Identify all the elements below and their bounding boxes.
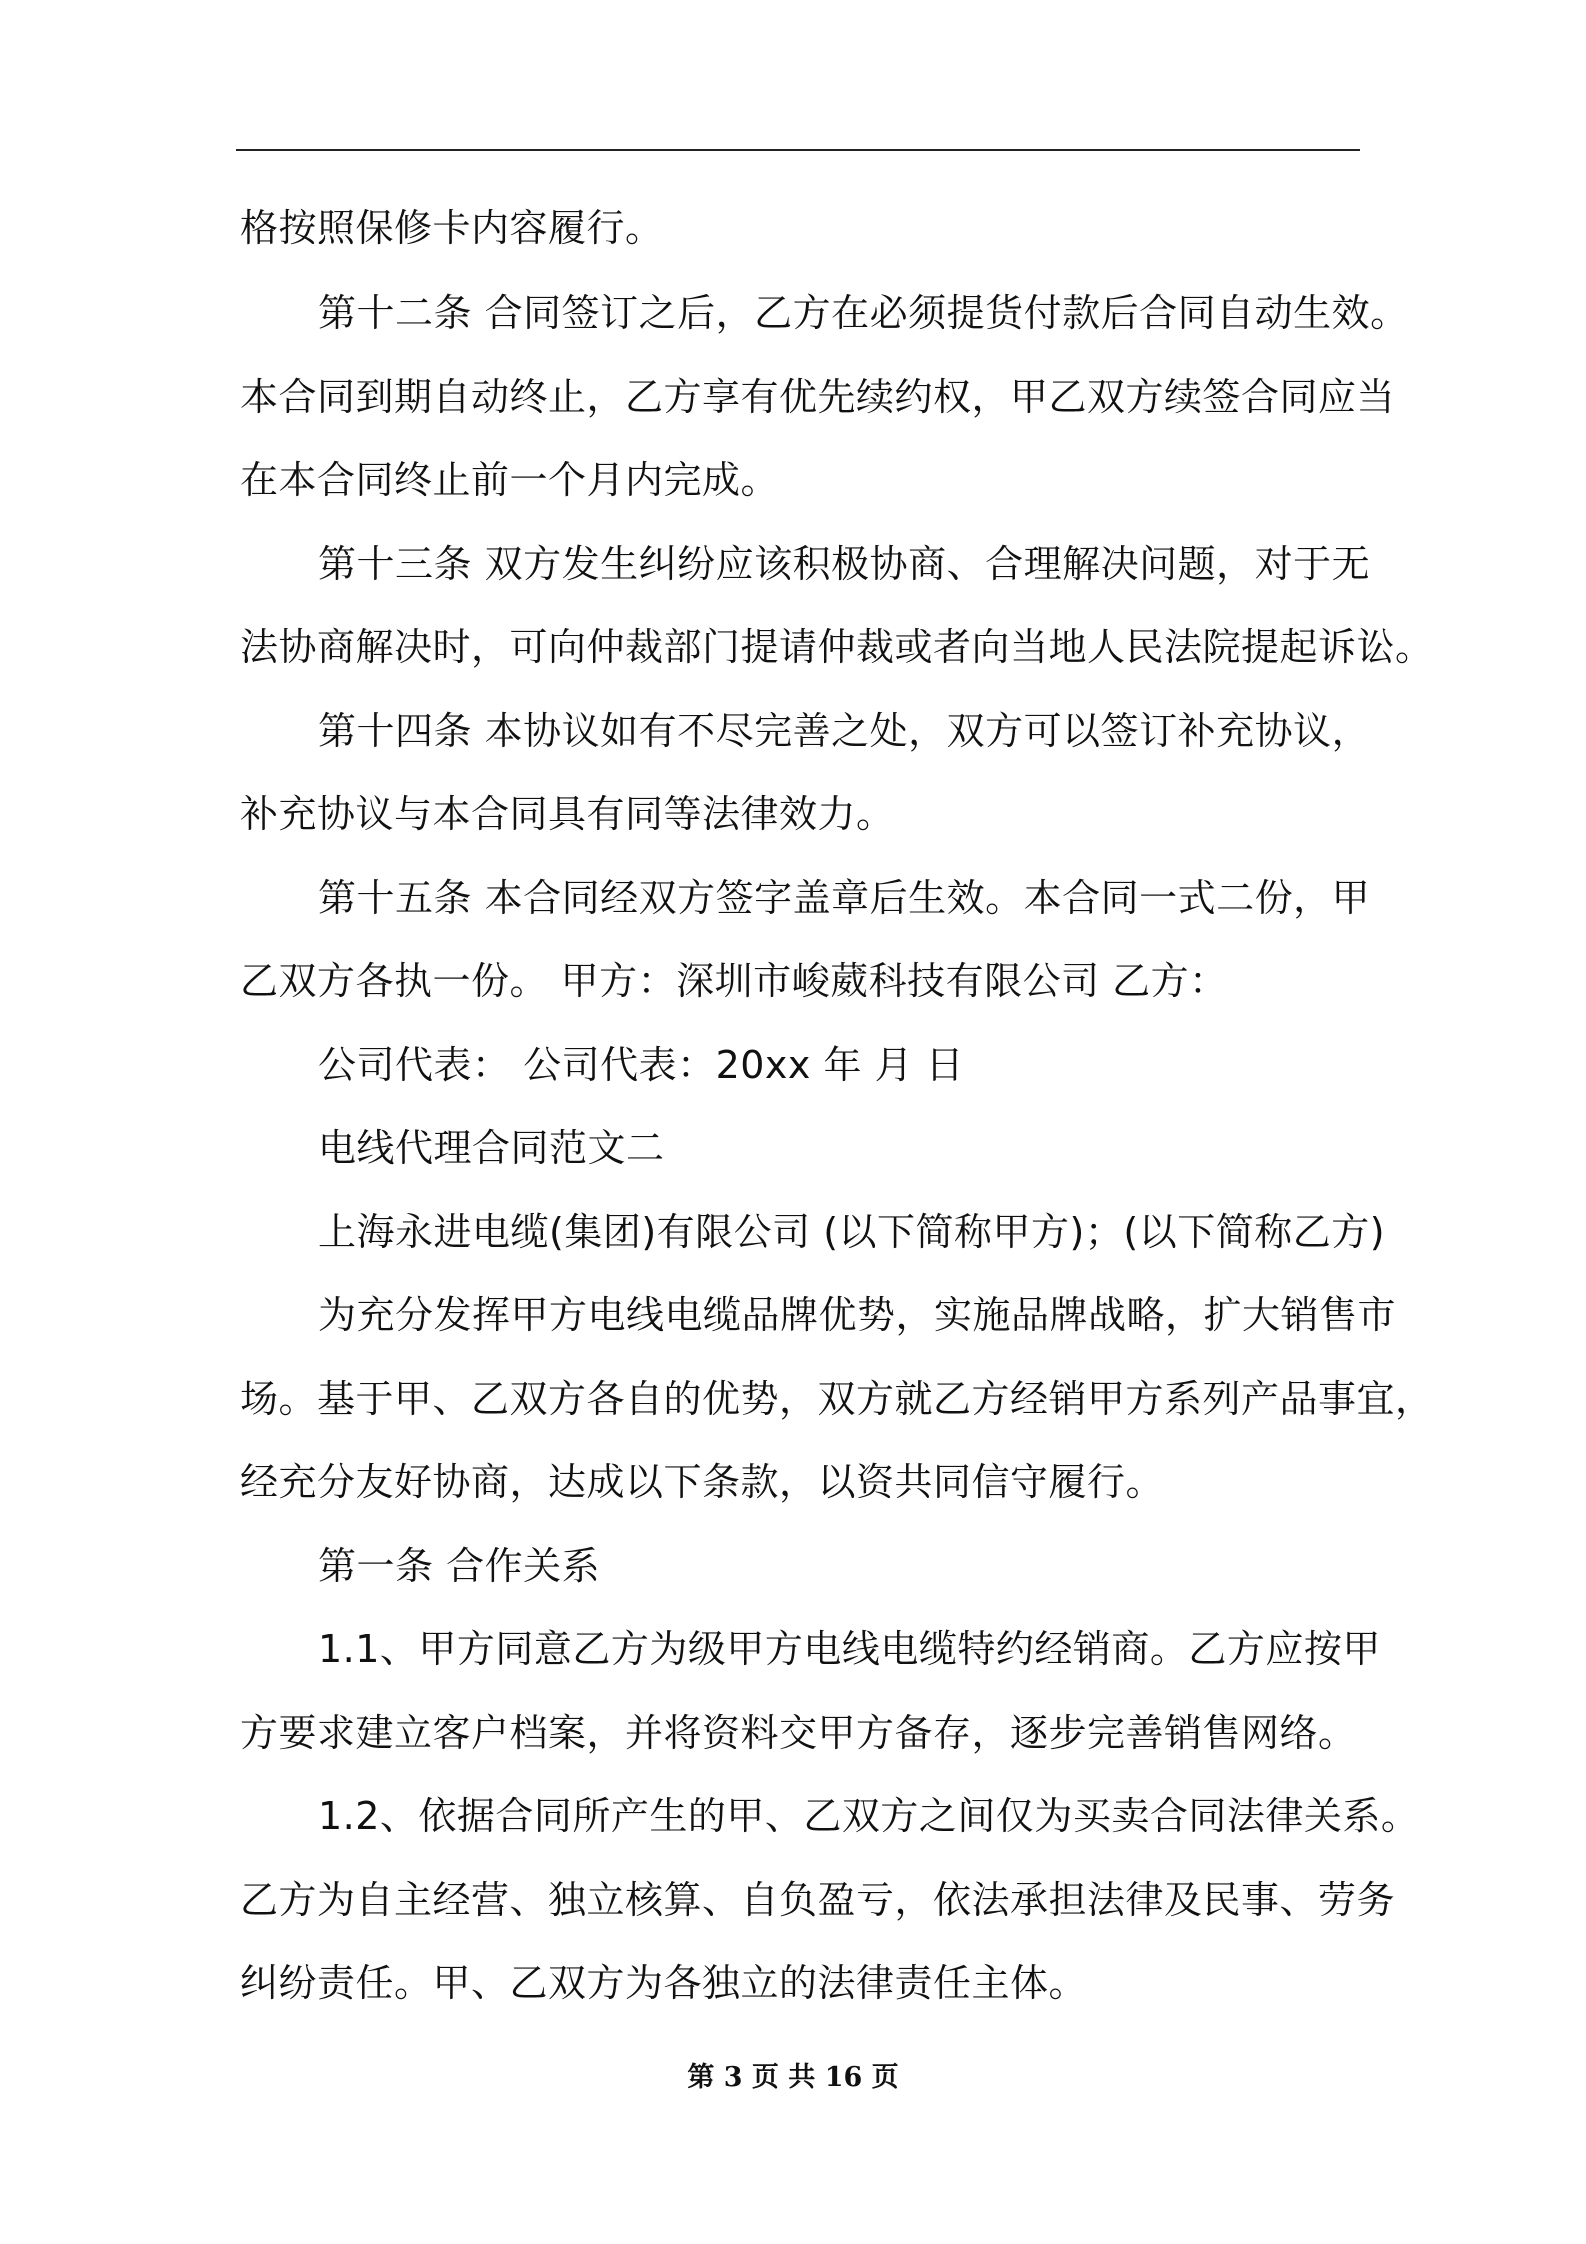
body-line: 上海永进电缆(集团)有限公司 (以下简称甲方)；(以下简称乙方) bbox=[318, 1210, 1386, 1254]
header-rule bbox=[236, 149, 1360, 151]
body-line: 场。基于甲、乙双方各自的优势，双方就乙方经销甲方系列产品事宜， bbox=[240, 1377, 1434, 1421]
body-line: 本合同到期自动终止，乙方享有优先续约权，甲乙双方续签合同应当 bbox=[240, 375, 1396, 419]
body-line: 法协商解决时，可向仲裁部门提请仲裁或者向当地人民法院提起诉讼。 bbox=[240, 625, 1434, 669]
body-line: 乙方为自主经营、独立核算、自负盈亏，依法承担法律及民事、劳务 bbox=[240, 1878, 1396, 1922]
body-line: 第十二条 合同签订之后，乙方在必须提货付款后合同自动生效。 bbox=[318, 291, 1409, 335]
page-number-footer: 第 3 页 共 16 页 bbox=[687, 2062, 899, 2093]
body-line: 补充协议与本合同具有同等法律效力。 bbox=[240, 792, 895, 836]
body-line: 乙双方各执一份。 甲方：深圳市峻葳科技有限公司 乙方： bbox=[240, 959, 1228, 1003]
section-heading: 电线代理合同范文二 bbox=[318, 1126, 665, 1170]
body-line: 公司代表： 公司代表：20xx 年 月 日 bbox=[318, 1043, 965, 1087]
body-line: 方要求建立客户档案，并将资料交甲方备存，逐步完善销售网络。 bbox=[240, 1711, 1357, 1755]
body-line: 经充分友好协商，达成以下条款，以资共同信守履行。 bbox=[240, 1460, 1165, 1504]
body-line: 1.2、依据合同所产生的甲、乙双方之间仅为买卖合同法律关系。 bbox=[318, 1794, 1420, 1838]
body-line: 第十三条 双方发生纠纷应该积极协商、合理解决问题，对于无 bbox=[318, 542, 1371, 586]
article-heading: 第一条 合作关系 bbox=[318, 1544, 601, 1588]
body-line: 第十五条 本合同经双方签字盖章后生效。本合同一式二份，甲 bbox=[318, 876, 1371, 920]
body-line: 1.1、甲方同意乙方为级甲方电线电缆特约经销商。乙方应按甲 bbox=[318, 1627, 1381, 1671]
body-line: 第十四条 本协议如有不尽完善之处，双方可以签订补充协议， bbox=[318, 709, 1371, 753]
body-line: 纠纷责任。甲、乙双方为各独立的法律责任主体。 bbox=[240, 1961, 1088, 2005]
body-line: 为充分发挥甲方电线电缆品牌优势，实施品牌战略，扩大销售市 bbox=[318, 1293, 1397, 1337]
body-line: 格按照保修卡内容履行。 bbox=[240, 206, 664, 250]
body-line: 在本合同终止前一个月内完成。 bbox=[240, 458, 780, 502]
